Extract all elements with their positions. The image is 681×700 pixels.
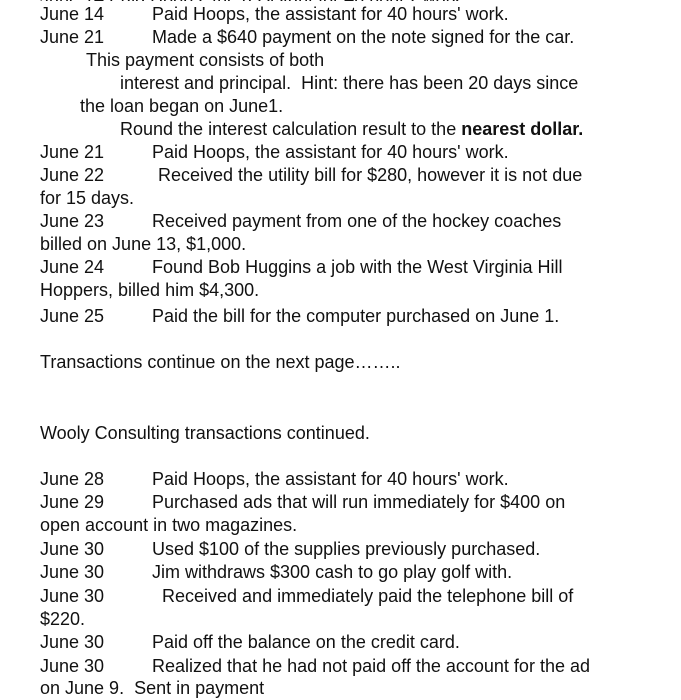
entry-description: Received and immediately paid the telephone bill of: [162, 586, 574, 606]
entry-description: Used $100 of the supplies previously purchased.: [152, 539, 541, 559]
rounding-instruction-text: Round the interest calculation result to the: [120, 119, 462, 139]
entry-date: June 30: [40, 562, 105, 582]
entry-description: Received the utility bill for $280, however it is not due: [158, 165, 583, 185]
entry-description: Paid Hoops, the assistant for 40 hours' work.: [152, 142, 509, 162]
entry-continuation: on June 9. Sent in payment: [40, 678, 265, 698]
entry-description: Realized that he had not paid off the account for the ad: [152, 656, 590, 676]
entry-date: June 24: [40, 257, 105, 277]
rounding-instruction: [120, 118, 583, 141]
entry-date: June 30: [40, 539, 105, 559]
entry-continuation: the loan began on June1.: [80, 96, 284, 116]
clipped-line-text: [40, 0, 466, 1]
entry-description: Made a $640 payment on the note signed for the car.: [152, 27, 575, 47]
entry-date: June 28: [40, 469, 105, 489]
entry-continuation: open account in two magazines.: [40, 515, 298, 535]
entry-date: June 22: [40, 165, 105, 185]
entry-continuation: This payment consists of both: [86, 50, 325, 70]
entry-description: Paid off the balance on the credit card.: [152, 632, 460, 652]
clipped-previous-line: [40, 0, 640, 1]
entry-date: June 30: [40, 632, 105, 652]
entry-description: Received payment from one of the hockey coaches: [152, 211, 562, 231]
entry-description: Jim withdraws $300 cash to go play golf with.: [152, 562, 513, 582]
entry-description: Paid the bill for the computer purchased on June 1.: [152, 306, 560, 326]
entry-continuation: Hoppers, billed him $4,300.: [40, 280, 260, 300]
entry-date: June 21: [40, 142, 105, 162]
entry-continuation: interest and principal. Hint: there has been 20 days since: [120, 73, 579, 93]
entry-continuation: $220.: [40, 609, 86, 629]
entry-description: Purchased ads that will run immediately for $400 on: [152, 492, 566, 512]
entry-description: Paid Hoops, the assistant for 40 hours' work.: [152, 469, 509, 489]
entry-continuation: billed on June 13, $1,000.: [40, 234, 247, 254]
entry-date: June 30: [40, 586, 105, 606]
entry-date: June 25: [40, 306, 105, 326]
entry-date: June 14: [40, 4, 105, 24]
entry-description: Paid Hoops, the assistant for 40 hours' work.: [152, 4, 509, 24]
entry-date: June 29: [40, 492, 105, 512]
entry-continuation: for 15 days.: [40, 188, 135, 208]
entry-date: June 30: [40, 656, 105, 676]
section-heading: Wooly Consulting transactions continued.: [40, 423, 370, 443]
entry-description: Found Bob Huggins a job with the West Virginia Hill: [152, 257, 563, 277]
rounding-instruction-emphasis: nearest dollar.: [461, 119, 584, 139]
entry-date: June 23: [40, 211, 105, 231]
entry-date: June 21: [40, 27, 105, 47]
continue-note: Transactions continue on the next page……..: [40, 352, 401, 372]
